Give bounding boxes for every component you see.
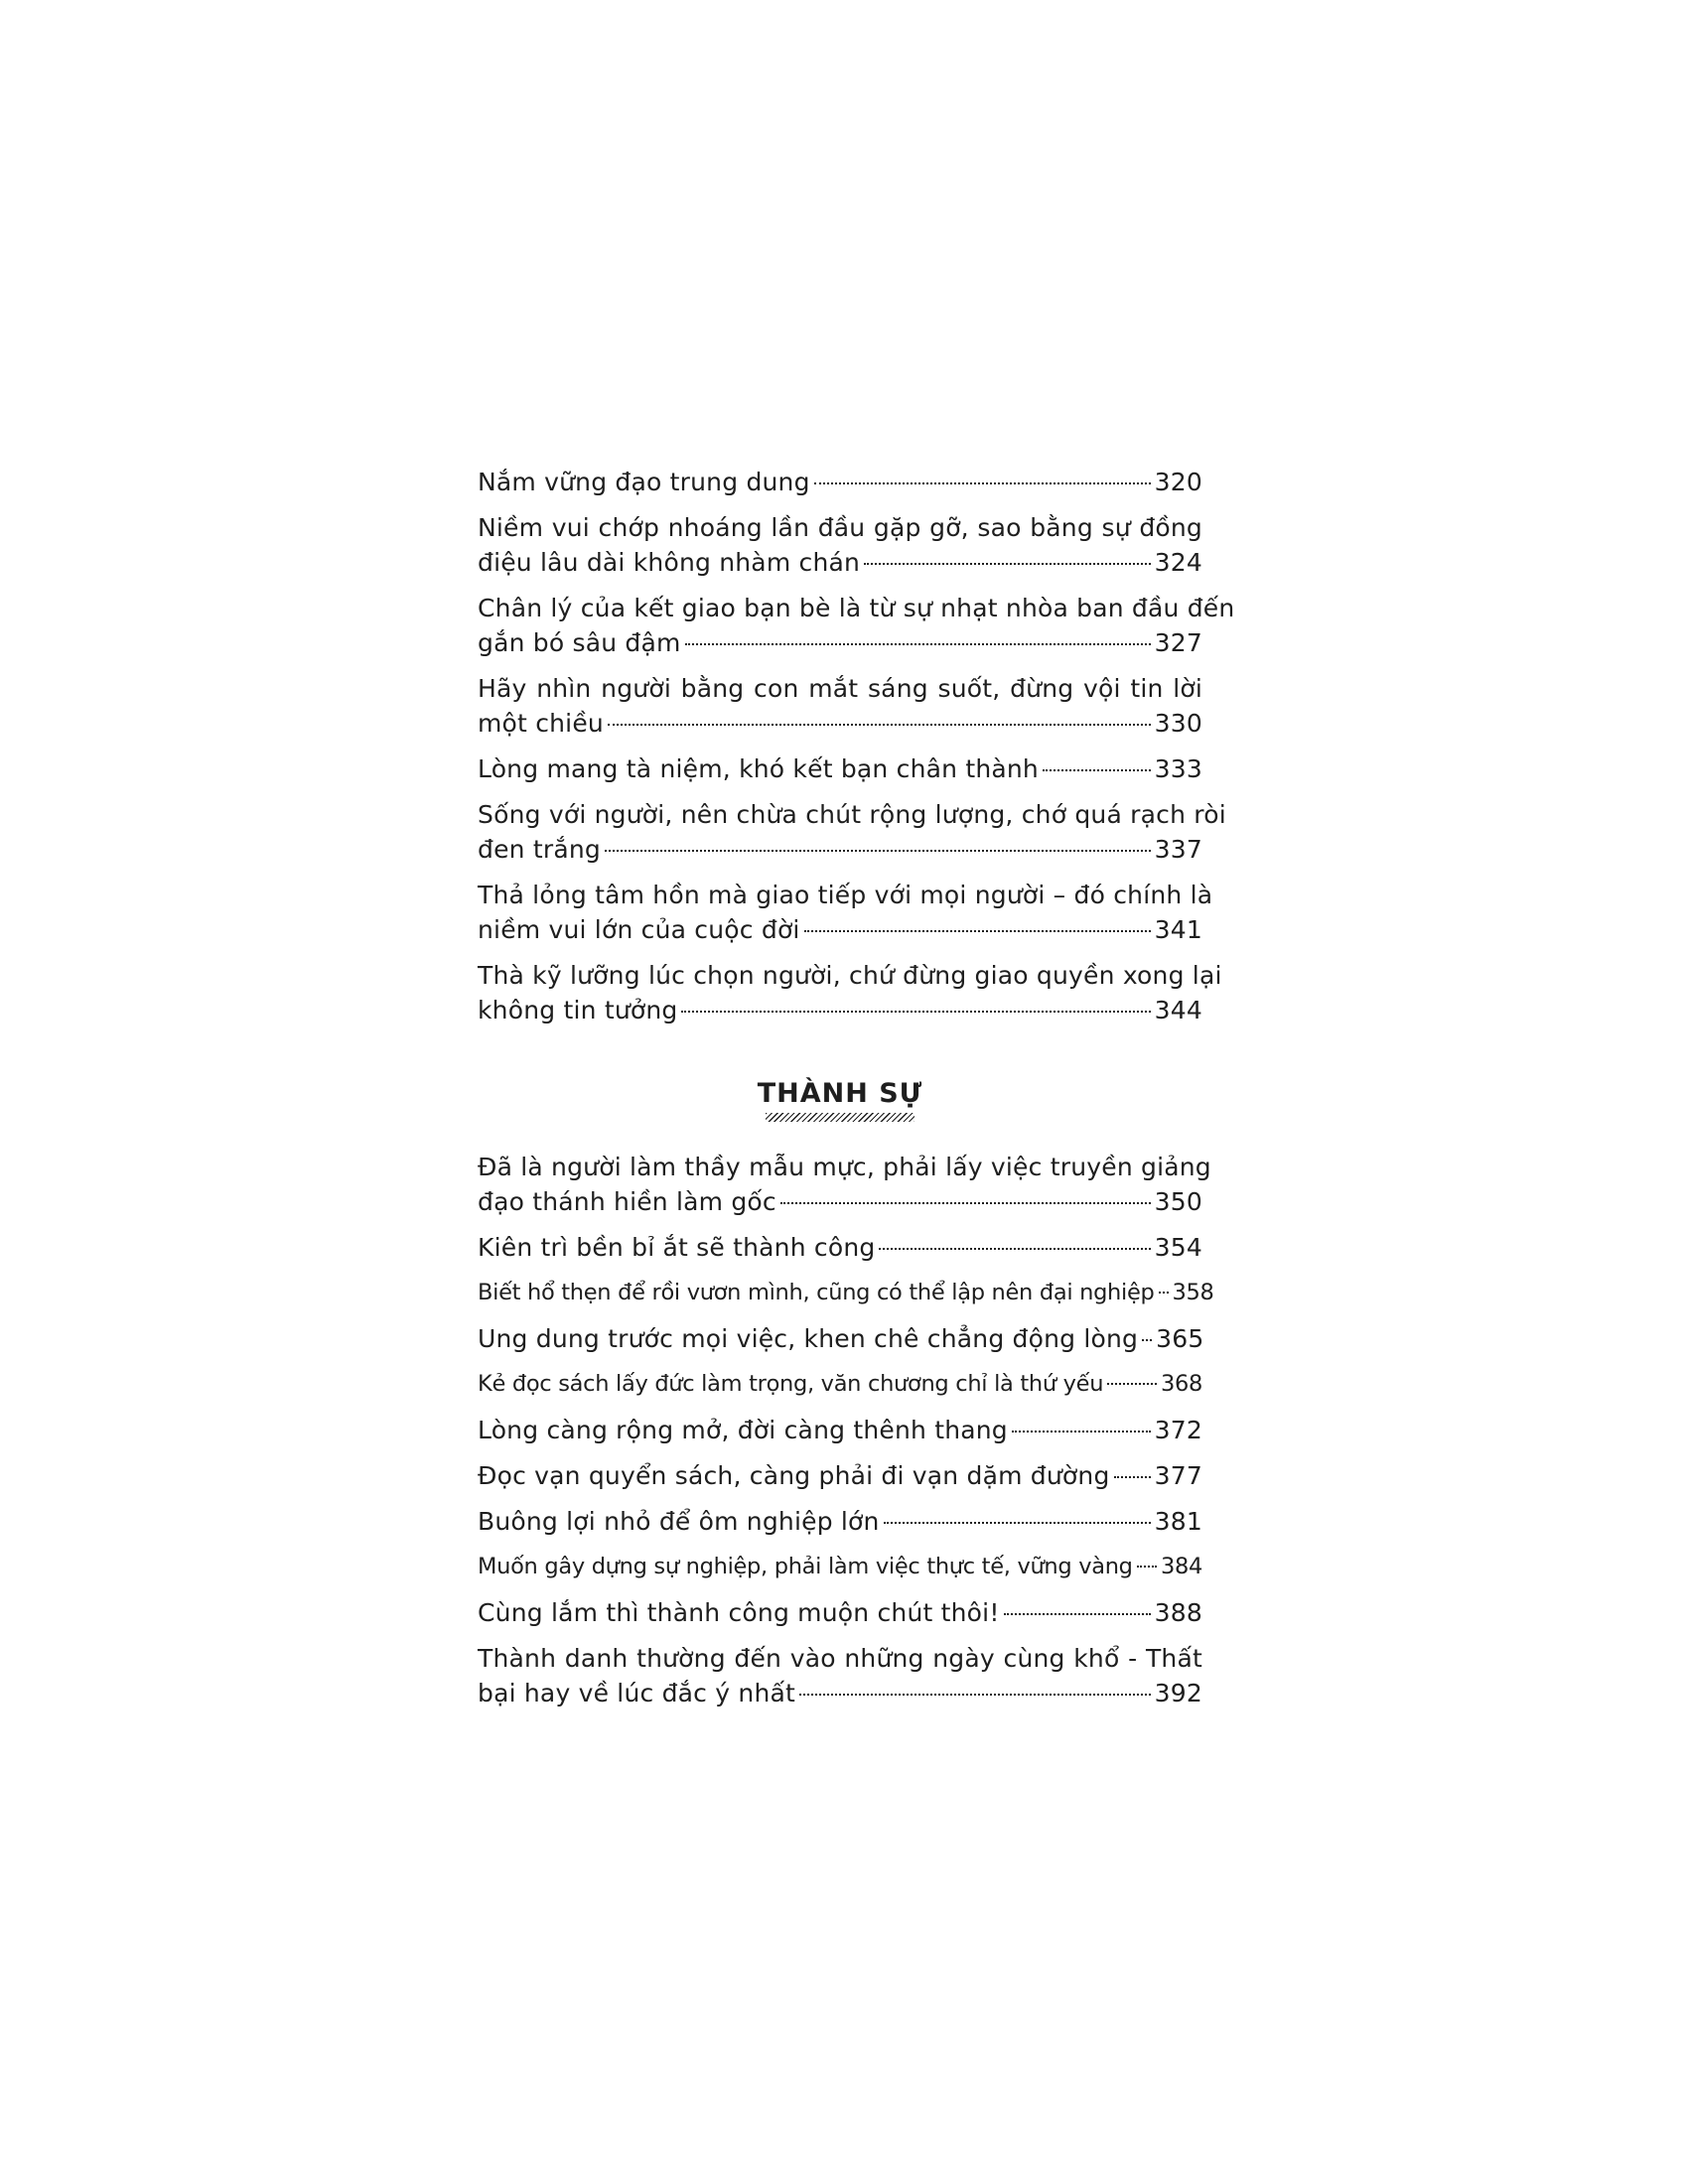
- dot-leader: [681, 1010, 1150, 1013]
- toc-entry-title: một chiều: [478, 709, 604, 738]
- dot-leader: [1137, 1565, 1157, 1568]
- toc-entry-title-line: Thả lỏng tâm hồn mà giao tiếp với mọi người – đó chính là: [478, 881, 1213, 909]
- dot-leader: [1107, 1382, 1157, 1385]
- dot-leader: [804, 929, 1151, 932]
- dot-leader: [685, 642, 1151, 645]
- dot-leader: [864, 562, 1151, 565]
- toc-entry: [478, 1504, 1202, 1539]
- toc-entry-title-line: Niềm vui chớp nhoáng lần đầu gặp gỡ, sao bằng sự đồng: [478, 513, 1202, 542]
- toc-entry-last-line: [478, 1276, 1214, 1310]
- dot-leader: [1004, 1612, 1151, 1615]
- toc-entry-title: Kiên trì bền bỉ ắt sẽ thành công: [478, 1233, 876, 1262]
- toc-entry-title: Lòng mang tà niệm, khó kết bạn chân thành: [478, 754, 1039, 783]
- toc-page-number: 358: [1172, 1280, 1214, 1305]
- toc-page-number: 392: [1154, 1679, 1202, 1707]
- toc-page-number: 350: [1154, 1187, 1202, 1216]
- toc-page-number: 333: [1154, 754, 1202, 783]
- toc-entry-title: gắn bó sâu đậm: [478, 628, 681, 657]
- dot-leader: [884, 1521, 1151, 1524]
- toc-entry-title-line: Thành danh thường đến vào những ngày cùng khổ - Thất: [478, 1644, 1202, 1673]
- toc-page-number: 337: [1154, 835, 1202, 864]
- section-title: THÀNH SỰ: [757, 1078, 923, 1109]
- toc-entry-title: Biết hổ thẹn để rồi vươn mình, cũng có thể lập nên đại nghiệp: [478, 1280, 1155, 1305]
- toc-entry-title-line: Chân lý của kết giao bạn bè là từ sự nhạt nhòa ban đầu đến: [478, 594, 1235, 622]
- toc-entry: [478, 465, 1202, 499]
- section-underline-decoration: [766, 1113, 914, 1122]
- toc-entry-last-line: [478, 1321, 1202, 1356]
- toc-entry: [478, 1276, 1214, 1310]
- toc-entry-last-line: [478, 832, 1202, 867]
- toc-entry-title-line: Đã là người làm thầy mẫu mực, phải lấy việc truyền giảng: [478, 1153, 1211, 1181]
- toc-entry-last-line: [478, 1676, 1202, 1710]
- dot-leader: [605, 849, 1151, 852]
- dot-leader: [608, 723, 1151, 726]
- toc-entry-last-line: [478, 751, 1202, 786]
- toc-entry: [478, 1550, 1202, 1584]
- toc-page-number: 354: [1154, 1233, 1202, 1262]
- toc-entry-title-line: Thà kỹ lưỡng lúc chọn người, chứ đừng giao quyền xong lại: [478, 961, 1222, 990]
- dot-leader: [799, 1693, 1151, 1696]
- toc-page-number: 324: [1154, 548, 1202, 577]
- dot-leader: [780, 1201, 1151, 1204]
- toc-entry-last-line: [478, 1367, 1202, 1402]
- toc-entry-last-line: [478, 1550, 1202, 1584]
- dot-leader: [1142, 1338, 1152, 1341]
- dot-leader: [879, 1247, 1150, 1250]
- toc-entry-title: Lòng càng rộng mở, đời càng thênh thang: [478, 1416, 1008, 1444]
- toc-entry-title: Cùng lắm thì thành công muộn chút thôi!: [478, 1598, 1000, 1627]
- toc-entry-title-line: Sống với người, nên chừa chút rộng lượng, chớ quá rạch ròi: [478, 800, 1226, 829]
- dot-leader: [1043, 768, 1151, 771]
- toc-entry-title: Ung dung trước mọi việc, khen chê chẳng động lòng: [478, 1324, 1139, 1353]
- dot-leader: [1012, 1430, 1151, 1433]
- toc-entry-title: Buông lợi nhỏ để ôm nghiệp lớn: [478, 1507, 880, 1536]
- toc-entry-last-line: [478, 912, 1202, 947]
- toc-page-number: 381: [1154, 1507, 1202, 1536]
- toc-page-number: 344: [1154, 996, 1202, 1024]
- toc-entry-last-line: [478, 545, 1202, 580]
- toc-entry: [478, 1150, 1211, 1219]
- toc-entry-last-line: [478, 465, 1202, 499]
- toc-page-number: 384: [1160, 1554, 1202, 1579]
- toc-page-number: 368: [1160, 1371, 1202, 1397]
- toc-page-number: 327: [1154, 628, 1202, 657]
- toc-page-number: 372: [1154, 1416, 1202, 1444]
- toc-entry: [478, 751, 1202, 786]
- toc-entry-last-line: [478, 993, 1202, 1027]
- toc-entry-title: điệu lâu dài không nhàm chán: [478, 548, 861, 577]
- toc-entry-title: niềm vui lớn của cuộc đời: [478, 915, 800, 944]
- dot-leader: [814, 481, 1151, 484]
- toc-page-number: 388: [1154, 1598, 1202, 1627]
- toc-entry-last-line: [478, 1458, 1202, 1493]
- toc-entry-last-line: [478, 1184, 1202, 1219]
- toc-entry: [478, 878, 1213, 947]
- toc-list-part-two: [478, 1150, 1214, 1721]
- toc-entry: [478, 1458, 1202, 1493]
- toc-entry: [478, 797, 1226, 867]
- dot-leader: [1159, 1291, 1169, 1294]
- toc-entry-last-line: [478, 625, 1202, 660]
- toc-entry-title-line: Hãy nhìn người bằng con mắt sáng suốt, đừng vội tin lời: [478, 674, 1202, 703]
- toc-entry: [478, 1367, 1202, 1402]
- toc-entry-title: Muốn gây dựng sự nghiệp, phải làm việc thực tế, vững vàng: [478, 1554, 1133, 1579]
- toc-entry: [478, 1413, 1202, 1447]
- toc-page-number: 320: [1154, 468, 1202, 496]
- toc-entry-title: Đọc vạn quyển sách, càng phải đi vạn dặm đường: [478, 1461, 1110, 1490]
- toc-page-number: 341: [1154, 915, 1202, 944]
- toc-entry: [478, 591, 1235, 660]
- toc-entry-last-line: [478, 1230, 1202, 1265]
- dot-leader: [1114, 1475, 1151, 1478]
- toc-entry-title: Nắm vững đạo trung dung: [478, 468, 810, 496]
- toc-entry: [478, 1641, 1202, 1710]
- toc-entry-last-line: [478, 706, 1202, 741]
- toc-entry-title: không tin tưởng: [478, 996, 678, 1024]
- toc-entry-title: Kẻ đọc sách lấy đức làm trọng, văn chương chỉ là thứ yếu: [478, 1371, 1104, 1397]
- toc-entry-last-line: [478, 1504, 1202, 1539]
- toc-entry: [478, 671, 1202, 741]
- toc-entry-last-line: [478, 1413, 1202, 1447]
- toc-list-part-one: [478, 465, 1235, 1038]
- toc-page-number: 330: [1154, 709, 1202, 738]
- toc-page-number: 365: [1156, 1324, 1204, 1353]
- toc-entry: [478, 510, 1202, 580]
- toc-entry-title: đen trắng: [478, 835, 601, 864]
- toc-entry: [478, 1230, 1202, 1265]
- section-heading: [478, 1078, 1202, 1122]
- toc-entry-title: đạo thánh hiền làm gốc: [478, 1187, 776, 1216]
- toc-entry-title: bại hay về lúc đắc ý nhất: [478, 1679, 796, 1707]
- toc-entry-last-line: [478, 1595, 1202, 1630]
- toc-page-number: 377: [1154, 1461, 1202, 1490]
- toc-entry: [478, 1595, 1202, 1630]
- toc-entry: [478, 958, 1222, 1027]
- toc-entry: [478, 1321, 1202, 1356]
